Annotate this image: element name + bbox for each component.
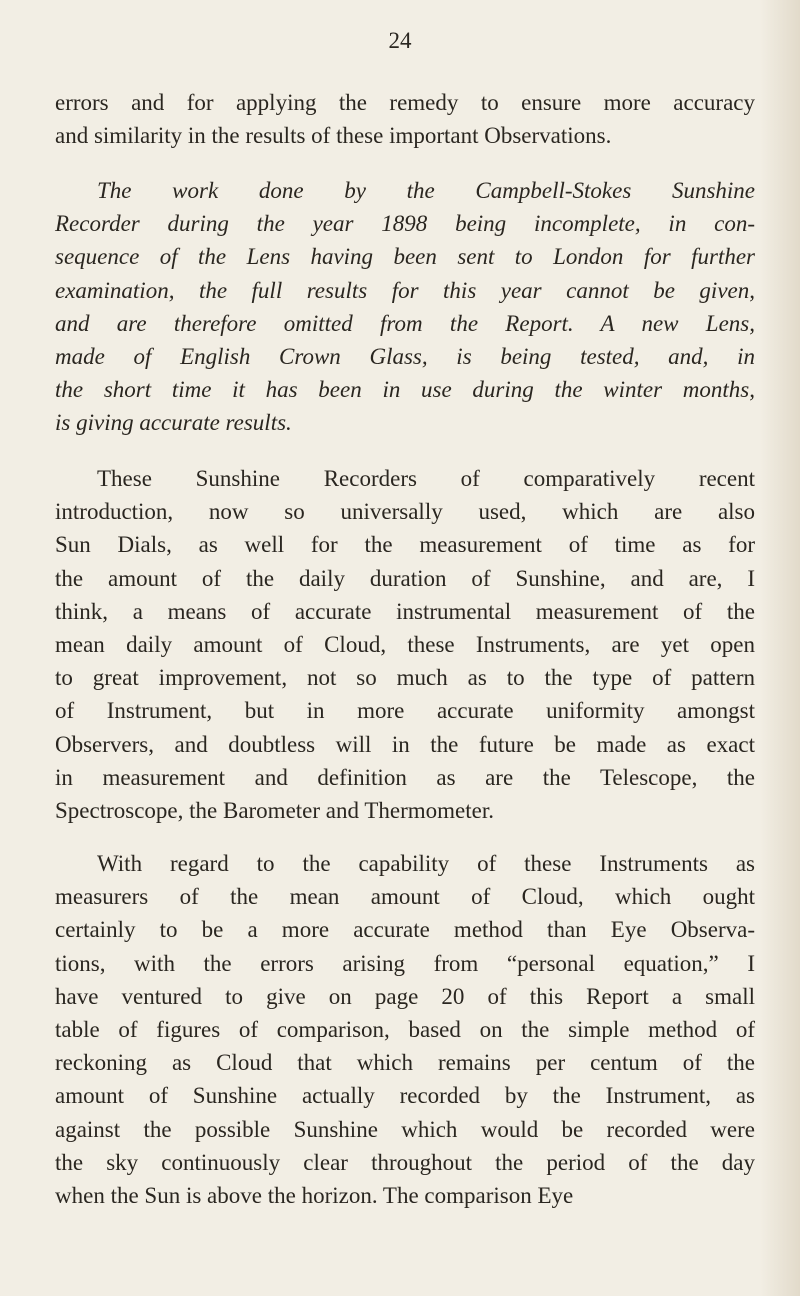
text-line: examination, the full results for this year cannot be given, <box>55 277 755 303</box>
text-line: Observers, and doubtless will in the future be made as exact <box>55 731 755 757</box>
text-line: in measurement and definition as are the Telescope, the <box>55 764 755 790</box>
text-line: Sun Dials, as well for the measurement of time as for <box>55 532 755 558</box>
text-line: amount of Sunshine actually recorded by the Instrument, as <box>55 1083 755 1109</box>
text-line: is giving accurate results. <box>55 410 292 436</box>
text-line: have ventured to give on page 20 of this Report a small <box>55 983 755 1009</box>
text-line: made of English Crown Glass, is being tested, and, in <box>55 344 755 369</box>
text-line: and similarity in the results of these important Observations. <box>55 123 612 149</box>
text-line: The work done by the Campbell-Stokes Sunshine <box>97 178 755 203</box>
text-line: the amount of the daily duration of Sunshine, and are, I <box>55 565 755 591</box>
text-line: mean daily amount of Cloud, these Instruments, are yet open <box>55 632 755 657</box>
text-line: measurers of the mean amount of Cloud, which ought <box>55 884 755 910</box>
text-line: errors and for applying the remedy to ensure more accuracy <box>55 90 755 115</box>
text-line: tions, with the errors arising from “personal equation,” I <box>55 950 755 976</box>
text-line: to great improvement, not so much as to the type of pattern <box>55 665 755 691</box>
page-number: 24 <box>388 28 412 53</box>
text-line: Recorder during the year 1898 being incomplete, in con- <box>55 211 755 237</box>
text-line: of Instrument, but in more accurate uniformity amongst <box>55 698 755 724</box>
text-line: and are therefore omitted from the Report. A new Lens, <box>55 310 755 336</box>
text-line: against the possible Sunshine which would be recorded were <box>55 1116 755 1142</box>
text-line: Spectroscope, the Barometer and Thermometer. <box>55 798 494 823</box>
text-line: sequence of the Lens having been sent to London for further <box>55 244 755 270</box>
text-line: These Sunshine Recorders of comparatively recent <box>97 466 755 491</box>
page-edge-shading <box>760 0 800 1296</box>
text-line: certainly to be a more accurate method than Eye Observa- <box>55 917 755 943</box>
text-line: With regard to the capability of these Instruments as <box>97 851 755 876</box>
text-line: the sky continuously clear throughout the period of the day <box>55 1149 755 1175</box>
text-line: table of figures of comparison, based on the simple method of <box>55 1017 755 1042</box>
text-line: reckoning as Cloud that which remains per centum of the <box>55 1050 755 1076</box>
text-line: think, a means of accurate instrumental measurement of the <box>55 598 755 624</box>
text-line: the short time it has been in use during the winter months, <box>55 377 755 403</box>
text-line: when the Sun is above the horizon. The comparison Eye <box>55 1183 574 1208</box>
text-line: introduction, now so universally used, which are also <box>55 499 755 525</box>
